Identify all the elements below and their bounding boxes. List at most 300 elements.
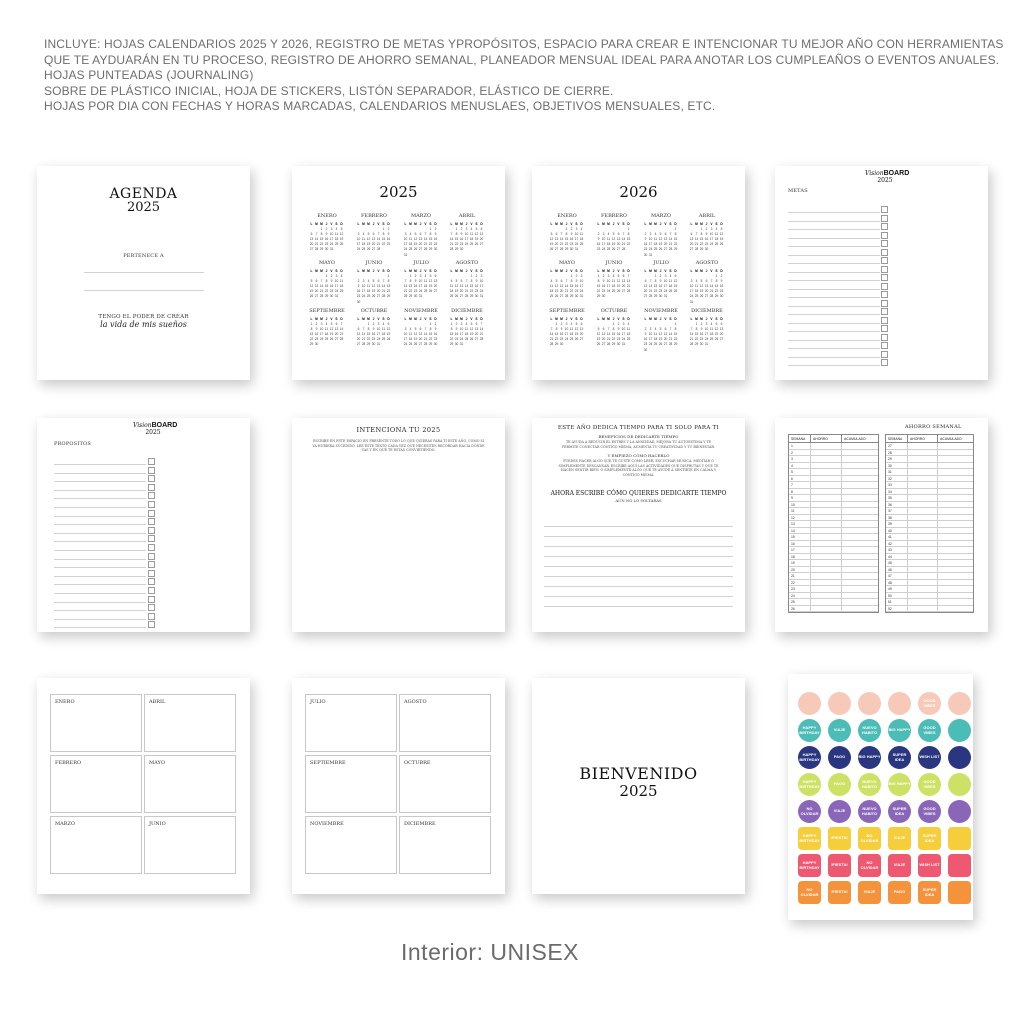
table-cell[interactable] [842, 606, 878, 612]
table-cell[interactable] [908, 599, 938, 605]
table-cell[interactable] [938, 554, 973, 560]
table-cell[interactable] [811, 443, 842, 449]
day-number: 28 [549, 342, 554, 347]
weekday-header: L [404, 269, 407, 273]
table-cell[interactable] [842, 560, 878, 566]
table-cell[interactable] [811, 580, 842, 586]
table-cell[interactable] [938, 476, 973, 482]
day-number: 12 [339, 232, 344, 237]
table-cell[interactable] [908, 580, 938, 586]
table-cell[interactable] [938, 560, 973, 566]
day-number: 22 [454, 242, 459, 247]
checkbox[interactable] [148, 570, 155, 577]
day-number: 15 [554, 332, 559, 337]
table-cell[interactable] [938, 456, 973, 462]
day-number: 18 [469, 237, 474, 242]
table-cell[interactable] [842, 541, 878, 547]
day-number: 31 [376, 342, 381, 347]
table-cell[interactable] [842, 502, 878, 508]
day-number: 13 [554, 237, 559, 242]
checkbox[interactable] [881, 215, 888, 222]
day-number: 28 [376, 247, 381, 252]
weekday-header: M [695, 317, 698, 321]
list-line [788, 357, 880, 358]
day-number: 2 [357, 279, 360, 284]
day-number: 3 [404, 327, 407, 332]
month-label: MARZO [55, 821, 76, 827]
checkbox[interactable] [881, 206, 888, 213]
day-number: 18 [606, 242, 611, 247]
day-number: 2 [570, 227, 573, 232]
day-number: 22 [381, 242, 386, 247]
day-number: 5 [475, 227, 478, 232]
table-cell[interactable] [938, 469, 973, 475]
table-cell[interactable] [811, 489, 842, 495]
table-cell[interactable] [842, 521, 878, 527]
month-days [689, 317, 725, 346]
day-number: 20 [418, 242, 423, 247]
table-cell[interactable] [908, 554, 938, 560]
table-cell[interactable] [938, 586, 973, 592]
table-cell[interactable] [938, 573, 973, 579]
table-cell[interactable] [938, 593, 973, 599]
table-cell: 28 [886, 450, 908, 456]
day-number: 26 [371, 294, 376, 299]
table-cell[interactable] [811, 463, 842, 469]
weekday-header: M [409, 269, 412, 273]
checkbox[interactable] [148, 604, 155, 611]
day-number: 20 [559, 289, 564, 294]
weekday-header: M [409, 222, 412, 226]
checkbox[interactable] [148, 621, 155, 628]
weekday-header: S [335, 317, 338, 321]
weekday-header: M [607, 269, 610, 273]
table-cell[interactable] [842, 450, 878, 456]
day-number: 1 [470, 274, 473, 279]
day-number: 17 [709, 237, 714, 242]
cover-year: 2025 [126, 200, 161, 215]
weekday-header: V [330, 317, 333, 321]
day-number: 24 [464, 242, 469, 247]
table-cell[interactable] [811, 528, 842, 534]
weekday-header: V [710, 269, 713, 273]
checkbox[interactable] [148, 484, 155, 491]
day-number: 17 [689, 289, 694, 294]
month-days [356, 222, 392, 251]
table-cell[interactable] [811, 593, 842, 599]
day-number: 7 [560, 232, 563, 237]
weekday-header: J [659, 317, 662, 321]
table-cell[interactable] [811, 450, 842, 456]
table-cell[interactable] [938, 547, 973, 553]
table-cell[interactable] [811, 606, 842, 612]
day-number: 24 [459, 337, 464, 342]
day-number: 28 [694, 247, 699, 252]
table-cell[interactable] [908, 508, 938, 514]
weekday-header: S [669, 317, 672, 321]
day-number: 2 [460, 227, 463, 232]
sticker [948, 746, 971, 769]
checkbox[interactable] [881, 266, 888, 273]
table-cell[interactable] [811, 599, 842, 605]
checkbox[interactable] [881, 240, 888, 247]
day-number: 24 [579, 289, 584, 294]
table-cell[interactable] [842, 482, 878, 488]
checkbox[interactable] [148, 458, 155, 465]
day-number: 23 [454, 337, 459, 342]
day-number: 12 [658, 332, 663, 337]
checkbox[interactable] [881, 308, 888, 315]
checkbox[interactable] [881, 223, 888, 230]
checkbox[interactable] [148, 518, 155, 525]
day-number: 28 [606, 342, 611, 347]
tiempo-title: ESTE AÑO DEDICA TIEMPO PARA TI SOLO PARA TI [557, 425, 720, 431]
table-cell: 49 [886, 586, 908, 592]
month-label: NOVIEMBRE [310, 821, 344, 827]
table-cell[interactable] [908, 463, 938, 469]
table-cell[interactable] [811, 567, 842, 573]
checkbox[interactable] [148, 510, 155, 517]
table-cell[interactable] [908, 567, 938, 573]
table-cell[interactable] [938, 489, 973, 495]
checkbox[interactable] [148, 587, 155, 594]
table-cell[interactable] [811, 456, 842, 462]
table-cell[interactable] [811, 560, 842, 566]
day-number: 23 [459, 242, 464, 247]
day-number: 25 [653, 342, 658, 347]
day-number: 22 [449, 337, 454, 342]
weekday-header: L [357, 317, 360, 321]
month-name: JUNIO [365, 260, 383, 266]
month-label: FEBRERO [55, 760, 82, 766]
weekday-header: D [387, 222, 390, 226]
checkbox[interactable] [881, 359, 888, 366]
weekday-header: M [460, 269, 463, 273]
table-cell[interactable] [938, 528, 973, 534]
weekday-header: V [570, 269, 573, 273]
table-cell[interactable] [908, 489, 938, 495]
checkbox[interactable] [148, 527, 155, 534]
table-cell: 38 [886, 515, 908, 521]
calendar-month [643, 260, 679, 298]
weekday-header: M [320, 317, 323, 321]
table-cell[interactable] [811, 482, 842, 488]
table-cell[interactable] [811, 508, 842, 514]
day-number: 6 [357, 327, 360, 332]
day-number: 22 [611, 337, 616, 342]
table-cell[interactable] [908, 573, 938, 579]
checkbox[interactable] [148, 578, 155, 585]
table-cell[interactable] [938, 567, 973, 573]
checkbox[interactable] [148, 561, 155, 568]
table-cell[interactable] [842, 515, 878, 521]
tiempo-subtitle-1: BENEFICIOS DE DEDICARTE TIEMPO [598, 434, 679, 439]
day-number: 28 [361, 342, 366, 347]
table-cell[interactable] [842, 469, 878, 475]
day-number: 17 [356, 242, 361, 247]
day-number: 29 [694, 342, 699, 347]
table-cell[interactable] [938, 515, 973, 521]
day-number: 16 [433, 332, 438, 337]
list-line [54, 490, 146, 491]
day-number: 28 [621, 247, 626, 252]
day-number: 24 [648, 247, 653, 252]
table-cell[interactable] [908, 443, 938, 449]
day-number: 28 [403, 294, 408, 299]
day-number: 24 [709, 242, 714, 247]
checkbox[interactable] [881, 334, 888, 341]
checkbox[interactable] [148, 596, 155, 603]
day-number: 17 [621, 332, 626, 337]
table-cell[interactable] [842, 528, 878, 534]
day-number: 9 [434, 327, 437, 332]
sticker: NUEVO HABITO [858, 773, 881, 796]
weekday-header: V [377, 222, 380, 226]
day-number: 20 [663, 337, 668, 342]
table-cell[interactable] [908, 593, 938, 599]
table-cell[interactable] [908, 534, 938, 540]
day-number: 6 [644, 279, 647, 284]
checkbox[interactable] [881, 351, 888, 358]
day-number: 25 [569, 337, 574, 342]
day-number: 11 [569, 327, 574, 332]
table-cell[interactable] [938, 463, 973, 469]
table-cell[interactable] [842, 593, 878, 599]
table-cell[interactable] [842, 495, 878, 501]
belongs-line [84, 290, 204, 291]
table-cell[interactable] [908, 469, 938, 475]
table-cell[interactable] [811, 586, 842, 592]
day-number: 6 [720, 322, 723, 327]
weekday-header: M [414, 269, 417, 273]
table-cell[interactable] [908, 450, 938, 456]
day-number: 7 [362, 327, 365, 332]
table-cell[interactable] [938, 450, 973, 456]
table-cell[interactable] [842, 567, 878, 573]
day-number: 19 [413, 242, 418, 247]
table-cell[interactable] [908, 586, 938, 592]
table-cell[interactable] [811, 541, 842, 547]
day-number: 20 [719, 332, 724, 337]
day-number: 10 [464, 232, 469, 237]
weekday-header: J [325, 317, 328, 321]
day-number: 1 [310, 322, 313, 327]
table-cell[interactable] [842, 508, 878, 514]
day-number: 20 [643, 289, 648, 294]
month-name: MARZO [650, 213, 672, 219]
table-cell[interactable] [842, 456, 878, 462]
checkbox[interactable] [148, 492, 155, 499]
table-cell[interactable] [842, 599, 878, 605]
table-cell[interactable] [938, 534, 973, 540]
table-cell[interactable] [811, 495, 842, 501]
day-number: 2 [597, 232, 600, 237]
day-number: 3 [705, 322, 708, 327]
day-number: 10 [403, 332, 408, 337]
table-cell[interactable] [938, 443, 973, 449]
day-number: 1 [382, 227, 385, 232]
table-cell[interactable] [938, 580, 973, 586]
checkbox[interactable] [881, 283, 888, 290]
table-cell[interactable] [938, 521, 973, 527]
day-number: 26 [611, 247, 616, 252]
column-header: AHORRO [811, 435, 842, 442]
table-cell[interactable] [811, 547, 842, 553]
day-number: 30 [474, 294, 479, 299]
day-number: 20 [418, 337, 423, 342]
day-number: 25 [694, 294, 699, 299]
sticker: NO OLVIDAR [798, 800, 821, 823]
table-cell[interactable] [842, 580, 878, 586]
day-number: 8 [715, 279, 718, 284]
table-cell[interactable] [908, 541, 938, 547]
month-box [50, 816, 142, 874]
table-cell[interactable] [938, 482, 973, 488]
weekday-header: S [382, 317, 385, 321]
table-cell[interactable] [908, 456, 938, 462]
checkbox[interactable] [881, 317, 888, 324]
table-cell[interactable] [908, 495, 938, 501]
weekday-header: V [424, 317, 427, 321]
checkbox[interactable] [148, 613, 155, 620]
checkbox[interactable] [148, 544, 155, 551]
weekday-header: M [695, 222, 698, 226]
day-number: 14 [626, 279, 631, 284]
sticker [948, 692, 971, 715]
day-number: 21 [689, 337, 694, 342]
day-number: 19 [658, 337, 663, 342]
checkbox[interactable] [881, 274, 888, 281]
day-number: 21 [668, 337, 673, 342]
day-number: 15 [673, 332, 678, 337]
list-line [54, 473, 146, 474]
table-cell[interactable] [938, 541, 973, 547]
weekday-header: L [310, 317, 313, 321]
table-cell[interactable] [908, 515, 938, 521]
weekday-header: M [602, 222, 605, 226]
checkbox[interactable] [148, 467, 155, 474]
day-number: 4 [715, 227, 718, 232]
month-name: JUNIO [605, 260, 623, 266]
table-cell[interactable] [842, 554, 878, 560]
table-cell[interactable] [842, 586, 878, 592]
table-cell[interactable] [908, 482, 938, 488]
day-number: 29 [449, 342, 454, 347]
day-number: 26 [699, 294, 704, 299]
table-cell[interactable] [842, 547, 878, 553]
checkbox[interactable] [148, 475, 155, 482]
day-number: 21 [626, 284, 631, 289]
day-number: 19 [371, 289, 376, 294]
day-number: 15 [309, 332, 314, 337]
day-number: 23 [371, 337, 376, 342]
day-number: 16 [574, 284, 579, 289]
table-cell[interactable] [842, 463, 878, 469]
table-cell[interactable] [811, 534, 842, 540]
ahorro-table-right [885, 434, 974, 613]
table-cell[interactable] [908, 606, 938, 612]
checkbox[interactable] [881, 257, 888, 264]
day-number: 13 [376, 284, 381, 289]
table-cell[interactable] [938, 599, 973, 605]
day-number: 28 [564, 294, 569, 299]
table-cell[interactable] [938, 495, 973, 501]
table-cell[interactable] [811, 469, 842, 475]
table-cell[interactable] [842, 476, 878, 482]
day-number: 22 [714, 289, 719, 294]
table-cell[interactable] [908, 560, 938, 566]
table-cell[interactable] [938, 508, 973, 514]
table-cell[interactable] [908, 521, 938, 527]
checkbox[interactable] [148, 553, 155, 560]
day-number: 30 [569, 247, 574, 252]
weekday-header: D [720, 269, 723, 273]
weekday-header: M [460, 317, 463, 321]
table-cell[interactable] [842, 573, 878, 579]
day-number: 28 [648, 294, 653, 299]
table-cell[interactable] [811, 521, 842, 527]
table-cell[interactable] [811, 515, 842, 521]
day-number: 9 [617, 327, 620, 332]
calendar-month [689, 213, 725, 251]
day-number: 8 [387, 279, 390, 284]
table-cell[interactable] [811, 573, 842, 579]
quote-line-1: TENGO EL PODER DE CREAR [98, 314, 189, 320]
checkbox[interactable] [881, 232, 888, 239]
table-cell: 25 [789, 599, 811, 605]
checkbox[interactable] [881, 249, 888, 256]
checkbox[interactable] [148, 501, 155, 508]
weekday-header: D [480, 269, 483, 273]
day-number: 19 [474, 237, 479, 242]
weekday-header: D [340, 317, 343, 321]
table-cell[interactable] [842, 534, 878, 540]
calendar-month [309, 260, 345, 298]
table-cell: 14 [789, 528, 811, 534]
weekday-header: J [372, 317, 375, 321]
table-cell[interactable] [811, 476, 842, 482]
table-cell[interactable] [908, 547, 938, 553]
list-line [788, 246, 880, 247]
checkbox[interactable] [881, 291, 888, 298]
checkbox[interactable] [881, 300, 888, 307]
table-cell[interactable] [842, 443, 878, 449]
day-number: 2 [602, 274, 605, 279]
day-number: 9 [434, 232, 437, 237]
day-number: 18 [381, 332, 386, 337]
checkbox[interactable] [881, 342, 888, 349]
table-cell[interactable] [908, 502, 938, 508]
table-cell[interactable] [842, 489, 878, 495]
checkbox[interactable] [148, 535, 155, 542]
list-line [54, 533, 146, 534]
checkbox[interactable] [881, 325, 888, 332]
list-line [54, 507, 146, 508]
day-number: 23 [643, 342, 648, 347]
day-number: 17 [418, 284, 423, 289]
table-cell[interactable] [938, 606, 973, 612]
table-cell[interactable] [908, 528, 938, 534]
table-cell[interactable] [811, 554, 842, 560]
day-number: 22 [694, 337, 699, 342]
weekday-header: D [434, 317, 437, 321]
day-number: 22 [366, 337, 371, 342]
weekday-header: D [580, 222, 583, 226]
table-cell[interactable] [811, 502, 842, 508]
day-number: 10 [329, 232, 334, 237]
table-cell[interactable] [938, 502, 973, 508]
table-cell[interactable] [908, 476, 938, 482]
